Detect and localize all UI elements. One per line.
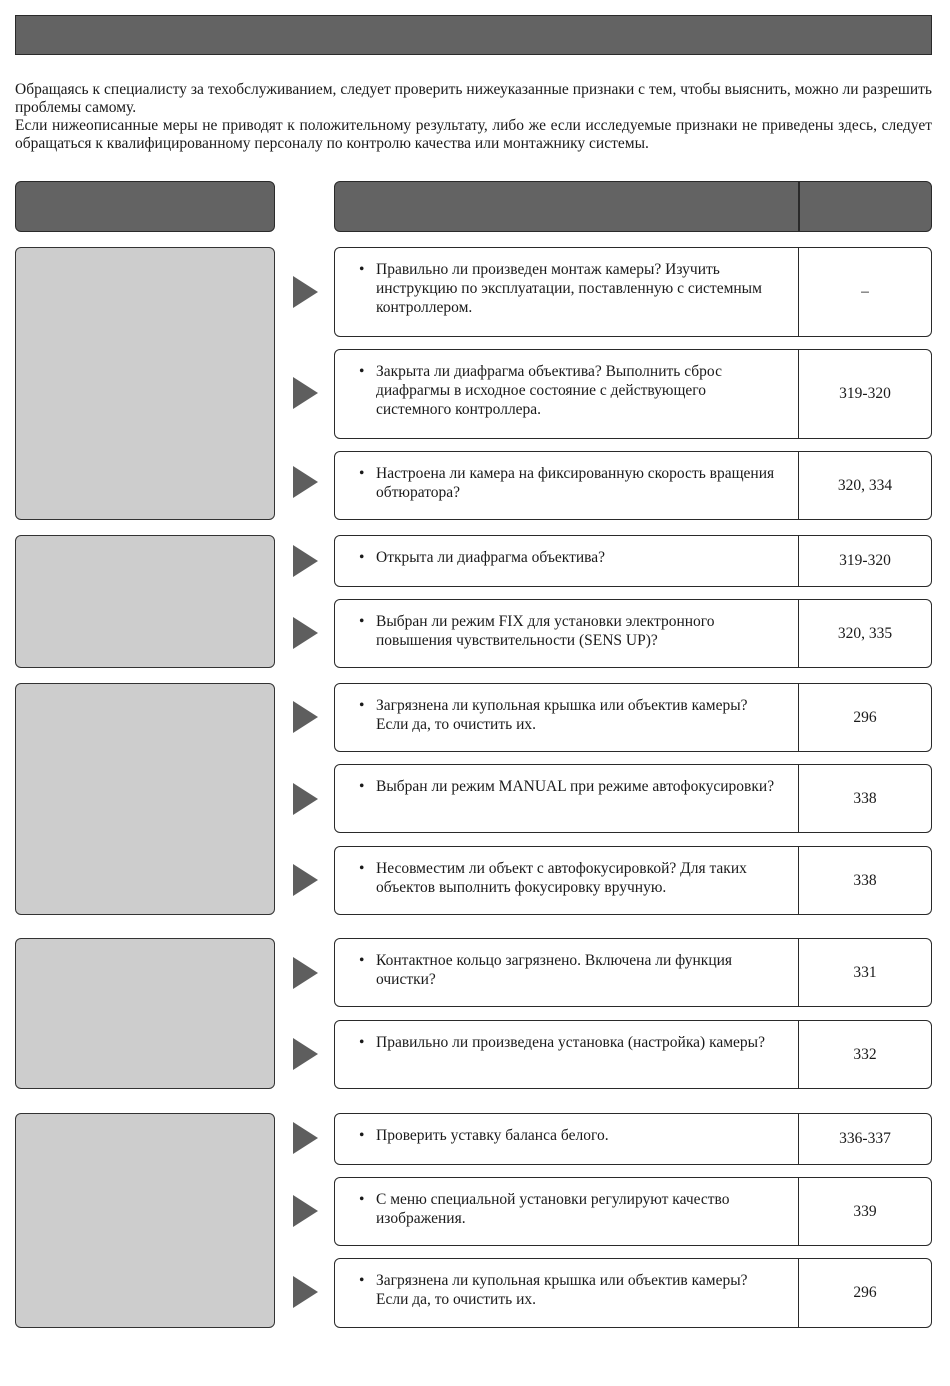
- page-reference: 331: [798, 939, 931, 1006]
- bullet: •: [359, 952, 365, 969]
- arrow-right-icon: [293, 783, 318, 815]
- arrow-right-icon: [293, 466, 318, 498]
- check-text: [359, 362, 779, 419]
- arrow-right-icon: [293, 1122, 318, 1154]
- check-text: [359, 859, 779, 897]
- page-reference: 338: [798, 765, 931, 832]
- symptom-box-3: [15, 683, 275, 915]
- symptom-box-2: [15, 535, 275, 668]
- check-text: [359, 1271, 779, 1309]
- check-row: [334, 599, 932, 668]
- arrow-right-icon: [293, 1276, 318, 1308]
- check-text-content: Выбран ли режим FIX для установки электронного повышения чувствительности (SENS UP)?: [376, 613, 715, 649]
- symptom-box-5: [15, 1113, 275, 1328]
- bullet: •: [359, 549, 365, 566]
- bullet: •: [359, 1034, 365, 1051]
- check-text: [359, 1190, 779, 1228]
- bullet: •: [359, 363, 365, 380]
- check-row: [334, 1177, 932, 1246]
- intro-text: [15, 81, 932, 153]
- page-reference: 339: [798, 1178, 931, 1245]
- page-reference: 320, 334: [798, 452, 931, 519]
- check-text: [359, 951, 779, 989]
- bullet: •: [359, 261, 365, 278]
- check-text: [359, 464, 779, 502]
- check-row: [334, 1113, 932, 1165]
- page-title-bar: [15, 15, 932, 55]
- check-text-content: Проверить уставку баланса белого.: [376, 1127, 609, 1144]
- check-text-content: Несовместим ли объект с автофокусировкой? Для таких объектов выполнить фокусировку вручную.: [376, 860, 747, 896]
- arrow-right-icon: [293, 545, 318, 577]
- page-reference: –: [798, 248, 931, 336]
- bullet: •: [359, 778, 365, 795]
- symptom-column-header: [15, 181, 275, 232]
- bullet: •: [359, 1191, 365, 1208]
- symptom-box-4: [15, 938, 275, 1089]
- page-reference: 320, 335: [798, 600, 931, 667]
- page-reference: 296: [798, 1259, 931, 1327]
- page-reference: 336-337: [798, 1114, 931, 1164]
- header-divider: [798, 182, 800, 231]
- check-column-header: [334, 181, 932, 232]
- check-text-content: Загрязнена ли купольная крышка или объектив камеры? Если да, то очистить их.: [376, 697, 748, 733]
- check-text-content: Настроена ли камера на фиксированную скорость вращения обтюратора?: [376, 465, 775, 501]
- check-text-content: Контактное кольцо загрязнено. Включена ли функция очистки?: [376, 952, 733, 988]
- check-text: [359, 260, 779, 317]
- arrow-right-icon: [293, 276, 318, 308]
- check-row: [334, 1258, 932, 1328]
- check-text-content: Правильно ли произведен монтаж камеры? Изучить инструкцию по эксплуатации, поставленную с системным контроллером.: [376, 261, 762, 316]
- page-reference: 338: [798, 847, 931, 914]
- arrow-right-icon: [293, 377, 318, 409]
- check-text: [359, 696, 779, 734]
- check-row: [334, 683, 932, 752]
- check-text: [359, 1033, 779, 1052]
- page-reference: 319-320: [798, 350, 931, 438]
- symptom-box-1: [15, 247, 275, 520]
- check-row: [334, 938, 932, 1007]
- check-row: [334, 349, 932, 439]
- check-text: [359, 548, 779, 567]
- bullet: •: [359, 613, 365, 630]
- page-reference: 296: [798, 684, 931, 751]
- check-row: [334, 764, 932, 833]
- bullet: •: [359, 697, 365, 714]
- arrow-right-icon: [293, 617, 318, 649]
- arrow-right-icon: [293, 957, 318, 989]
- check-row: [334, 1020, 932, 1089]
- check-text-content: Выбран ли режим MANUAL при режиме автофокусировки?: [376, 778, 775, 795]
- arrow-right-icon: [293, 864, 318, 896]
- check-text: [359, 777, 779, 796]
- arrow-right-icon: [293, 701, 318, 733]
- page-reference: 332: [798, 1021, 931, 1088]
- check-text-content: Открыта ли диафрагма объектива?: [376, 549, 606, 566]
- check-text-content: Правильно ли произведена установка (настройка) камеры?: [376, 1034, 765, 1051]
- bullet: •: [359, 860, 365, 877]
- intro-paragraph-1: Обращаясь к специалисту за техобслуживанием, следует проверить нижеуказанные признаки с тем, чтобы выяснить, можно ли разрешить проблемы самому.: [15, 81, 932, 116]
- bullet: •: [359, 465, 365, 482]
- bullet: •: [359, 1127, 365, 1144]
- check-text: [359, 612, 779, 650]
- check-row: [334, 535, 932, 587]
- check-text: [359, 1126, 779, 1145]
- check-text-content: Закрыта ли диафрагма объектива? Выполнить сброс диафрагмы в исходное состояние с действующего системного контроллера.: [376, 363, 722, 418]
- check-row: [334, 846, 932, 915]
- intro-paragraph-2: Если нижеописанные меры не приводят к положительному результату, либо же если исследуемые признаки не приведены здесь, следует обращаться к квалифицированному персоналу по контролю качества или монтажнику системы.: [15, 117, 932, 152]
- check-row: [334, 247, 932, 337]
- page-reference: 319-320: [798, 536, 931, 586]
- arrow-right-icon: [293, 1195, 318, 1227]
- check-text-content: С меню специальной установки регулируют качество изображения.: [376, 1191, 730, 1227]
- check-text-content: Загрязнена ли купольная крышка или объектив камеры? Если да, то очистить их.: [376, 1272, 748, 1308]
- arrow-right-icon: [293, 1038, 318, 1070]
- bullet: •: [359, 1272, 365, 1289]
- check-row: [334, 451, 932, 520]
